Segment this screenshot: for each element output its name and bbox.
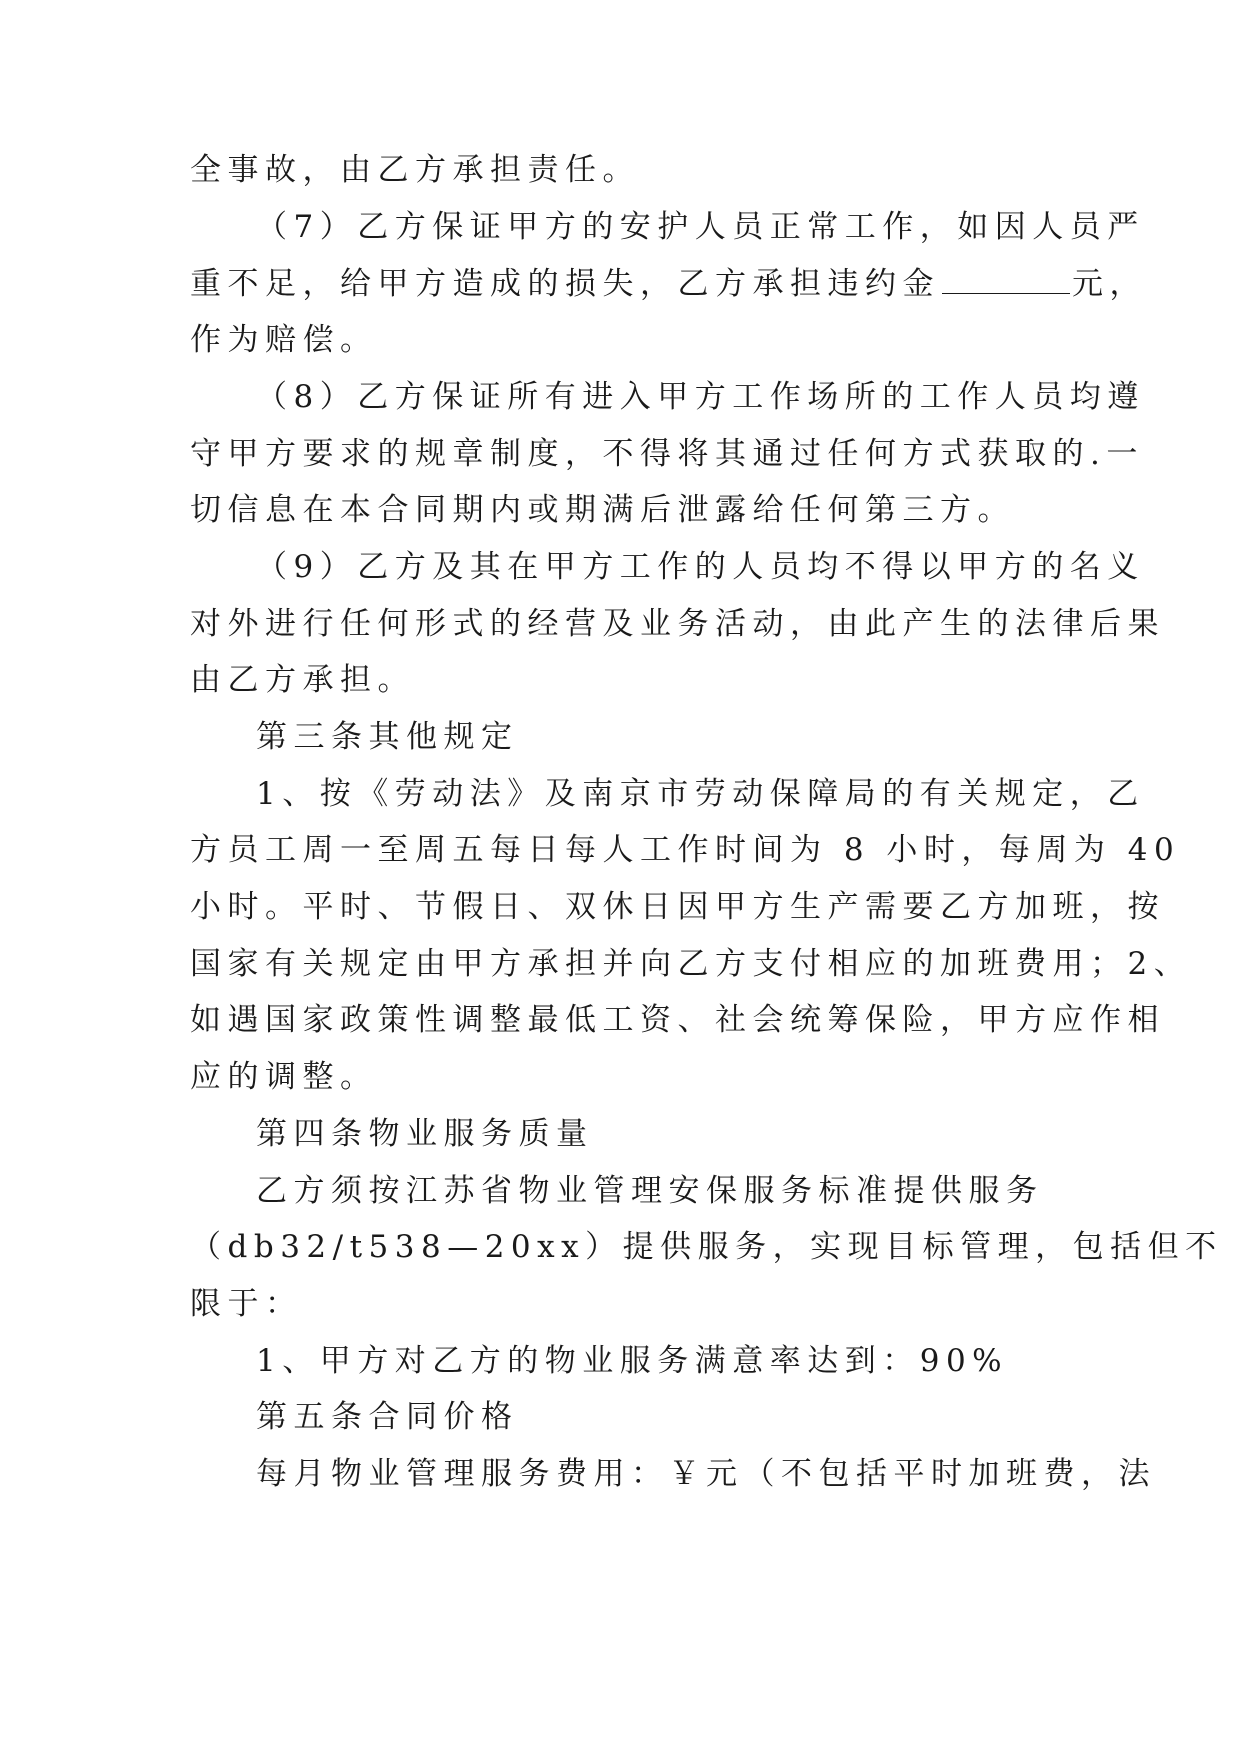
- section-3-line-2: 方员工周一至周五每日每人工作时间为 8 小时，每周为 40: [190, 832, 1181, 868]
- section-5-line-1: 每月物业管理服务费用：￥元（不包括平时加班费，法: [256, 1456, 1156, 1492]
- clause-9-line-3: 由乙方承担。: [190, 662, 415, 698]
- section-3-line-4: 国家有关规定由甲方承担并向乙方支付相应的加班费用；2、: [190, 946, 1192, 982]
- clause-8-line-2: 守甲方要求的规章制度，不得将其通过任何方式获取的.一: [190, 436, 1144, 472]
- section-3-line-5: 如遇国家政策性调整最低工资、社会统筹保险，甲方应作相: [190, 1002, 1165, 1038]
- text-line: 全事故，由乙方承担责任。: [190, 152, 640, 188]
- section-heading-5: 第五条合同价格: [256, 1399, 519, 1435]
- clause-9-line-1: （9）乙方及其在甲方工作的人员均不得以甲方的名义: [256, 549, 1145, 585]
- currency-unit: 元，: [1072, 266, 1147, 302]
- clause-7-line-1: （7）乙方保证甲方的安护人员正常工作，如因人员严: [256, 209, 1145, 245]
- clause-7-text: 重不足，给甲方造成的损失，乙方承担违约金: [190, 266, 940, 302]
- clause-7-line-3: 作为赔偿。: [190, 322, 378, 358]
- section-4-line-3: 限于：: [190, 1286, 303, 1322]
- clause-8-line-1: （8）乙方保证所有进入甲方工作场所的工作人员均遵: [256, 379, 1145, 415]
- clause-7-line-2: [190, 264, 1147, 304]
- section-heading-4: 第四条物业服务质量: [256, 1116, 594, 1152]
- section-3-line-1: 1、按《劳动法》及南京市劳动保障局的有关规定，乙: [256, 776, 1145, 812]
- section-4-line-1: 乙方须按江苏省物业管理安保服务标准提供服务: [256, 1173, 1044, 1209]
- section-3-line-3: 小时。平时、节假日、双休日因甲方生产需要乙方加班，按: [190, 889, 1165, 925]
- clause-9-line-2: 对外进行任何形式的经营及业务活动，由此产生的法律后果: [190, 606, 1165, 642]
- section-3-line-6: 应的调整。: [190, 1059, 378, 1095]
- amount-blank: [942, 267, 1070, 294]
- clause-8-line-3: 切信息在本合同期内或期满后泄露给任何第三方。: [190, 492, 1015, 528]
- section-4-line-2: （db32/t538—20xx）提供服务，实现目标管理，包括但不: [190, 1229, 1223, 1265]
- section-4-item-1: 1、甲方对乙方的物业服务满意率达到：90%: [256, 1343, 1009, 1379]
- section-heading-3: 第三条其他规定: [256, 719, 519, 755]
